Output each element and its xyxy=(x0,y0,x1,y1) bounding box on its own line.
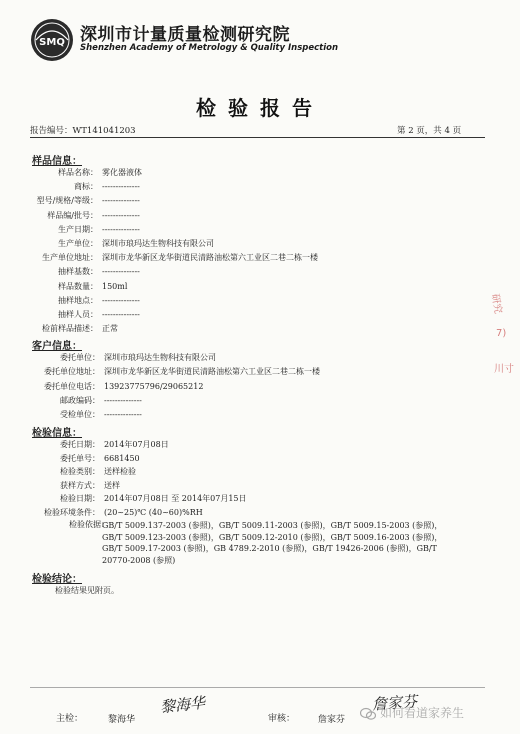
chief-inspector-signature: 黎海华 xyxy=(159,693,206,717)
info-value: 2014年07月08日 至 2014年07月15日 xyxy=(104,494,247,504)
info-label: 型号/规格/等级： xyxy=(36,196,98,206)
reviewer-label: 审核： xyxy=(268,714,296,724)
watermark xyxy=(360,704,464,721)
info-row xyxy=(28,239,214,249)
info-label: 样品数量： xyxy=(58,281,98,291)
client-info-heading: 客户信息： xyxy=(32,341,82,352)
chief-inspector-name: 黎海华 xyxy=(108,715,136,725)
info-value: -------------- xyxy=(104,410,142,420)
info-row xyxy=(28,168,142,178)
info-value: -------------- xyxy=(102,224,140,234)
info-value: -------------- xyxy=(104,395,142,405)
info-value: -------------- xyxy=(102,196,140,206)
info-row xyxy=(33,467,136,477)
basis-line: GB/T 5009.123-2003 (参照)，GB/T 5009.12-2010 (参照)，GB/T 5009.16-2003 (参照)， xyxy=(102,532,443,542)
info-label: 检前样品描述： xyxy=(42,324,98,334)
info-row xyxy=(28,196,140,206)
info-value: 深圳市龙华新区龙华街道民清路油松第六工业区二巷二栋一楼 xyxy=(104,367,320,377)
info-row xyxy=(28,310,140,320)
info-row xyxy=(28,182,140,192)
info-label: 样品名称： xyxy=(58,168,98,177)
info-row xyxy=(28,282,127,292)
info-label: 委托单位地址： xyxy=(44,367,100,377)
info-label: 样品编/批号： xyxy=(47,210,98,220)
info-label: 检验日期： xyxy=(60,494,100,504)
info-row xyxy=(33,454,140,464)
conclusion-text: 检验结果见附页。 xyxy=(55,586,119,595)
info-value: -------------- xyxy=(102,267,140,277)
reviewer-signature: 詹家芬 xyxy=(371,692,418,714)
info-row xyxy=(28,225,140,235)
institute-name-en: Shenzhen Academy of Metrology & Quality Inspection xyxy=(80,43,339,53)
info-value: -------------- xyxy=(102,210,140,220)
info-label: 委托日期： xyxy=(60,440,100,449)
info-value: 150ml xyxy=(102,281,128,291)
info-row xyxy=(33,481,120,491)
info-value: 深圳市琅玛达生物科技有限公司 xyxy=(102,239,214,248)
institute-logo xyxy=(30,18,74,62)
inspection-info-heading: 检验信息： xyxy=(32,428,82,439)
basis-line: GB/T 5009.17-2003 (参照)，GB 4789.2-2010 (参照)，GB/T 19426-2006 (参照)，GB/T xyxy=(102,544,437,553)
info-value: 6681450 xyxy=(104,453,140,463)
stamp-fragment: 川寸 xyxy=(494,364,514,375)
info-label: 抽样人员： xyxy=(58,310,98,319)
report-title: 检验报告 xyxy=(196,96,324,120)
info-value: 深圳市琅玛达生物科技有限公司 xyxy=(104,353,216,362)
info-value: 13923775796/29065212 xyxy=(104,381,204,391)
info-value: 2014年07月08日 xyxy=(104,440,169,449)
info-value: -------------- xyxy=(102,182,140,192)
info-value: 雾化器液体 xyxy=(102,168,142,177)
info-label: 生产单位地址： xyxy=(42,253,98,263)
info-row xyxy=(28,267,140,277)
watermark-text: 如何看道家养生 xyxy=(380,706,465,720)
institute-name-cn: 深圳市计量质量检测研究院 xyxy=(80,25,290,45)
signature-rule xyxy=(30,687,485,688)
conclusion-heading: 检验结论： xyxy=(32,574,82,585)
info-row xyxy=(33,440,169,450)
basis-line: 20770-2008 (参照) xyxy=(102,555,176,565)
sample-info-heading: 样品信息： xyxy=(32,156,82,167)
info-label: 抽样基数： xyxy=(58,267,98,277)
info-label: 生产日期： xyxy=(58,224,98,234)
info-row xyxy=(28,296,140,306)
info-label: 抽样地点： xyxy=(58,295,98,305)
info-value: 深圳市龙华新区龙华街道民清路油松第六工业区二巷二栋一楼 xyxy=(102,253,318,263)
info-label: 委托单位电话： xyxy=(44,381,100,391)
info-row xyxy=(28,324,118,334)
info-value: 送样 xyxy=(104,480,120,490)
info-row xyxy=(28,253,318,263)
info-label: 生产单位： xyxy=(58,239,98,248)
info-row xyxy=(28,211,140,221)
info-label: 受检单位： xyxy=(60,410,100,420)
info-value: -------------- xyxy=(102,310,140,319)
info-value: 正常 xyxy=(102,324,118,334)
info-row xyxy=(33,353,216,363)
info-label: 检验环境条件： xyxy=(44,508,100,517)
logo-text: SMQ xyxy=(39,37,65,48)
inspection-basis-row xyxy=(42,520,109,530)
info-row xyxy=(33,410,142,420)
info-label: 检验类别： xyxy=(60,467,100,477)
info-row xyxy=(33,494,247,504)
reviewer-name: 詹家芬 xyxy=(318,715,346,725)
report-number: 报告编号：WT141041203 xyxy=(30,126,136,136)
info-value: (20~25)℃ (40~60)%RH xyxy=(104,508,203,517)
stamp-fragment: 7) xyxy=(496,328,507,339)
page-indicator: 第 2 页，共 4 页 xyxy=(397,126,462,136)
stamp-fragment: 研究 xyxy=(488,293,504,315)
info-row xyxy=(33,367,320,377)
info-label: 委托单位： xyxy=(60,353,100,362)
info-row xyxy=(33,382,203,392)
wechat-icon xyxy=(360,707,376,721)
chief-inspector-label: 主检： xyxy=(56,714,84,724)
basis-line: GB/T 5009.137-2003 (参照)，GB/T 5009.11-2003 (参照)，GB/T 5009.15-2003 (参照)， xyxy=(102,521,443,530)
info-row xyxy=(33,396,142,406)
info-label: 委托单号： xyxy=(60,453,100,463)
info-label: 获样方式： xyxy=(60,480,100,490)
info-label: 商标： xyxy=(74,182,98,192)
info-value: -------------- xyxy=(102,295,140,305)
info-value: 送样检验 xyxy=(104,467,136,477)
inspection-basis-label: 检验依据： xyxy=(69,520,109,529)
header-rule xyxy=(30,137,485,138)
inspection-basis-list xyxy=(102,520,442,566)
info-label: 邮政编码： xyxy=(60,395,100,405)
info-row xyxy=(33,508,203,518)
